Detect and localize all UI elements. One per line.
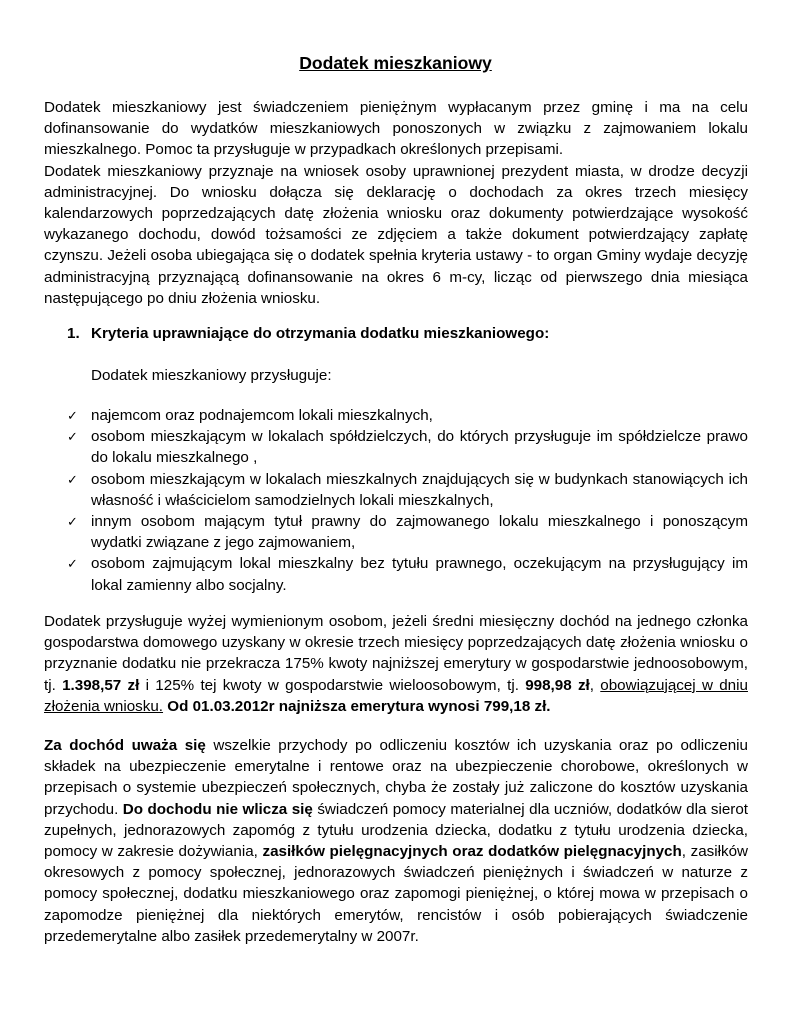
list-item-text: osobom mieszkającym w lokalach mieszkalnych znajdujących się w budynkach stanowiących ich własność i właścicielom samodzielnych lokali mieszkalnych,	[91, 470, 748, 509]
income-definition-paragraph	[44, 735, 748, 947]
list-item-text: osobom mieszkającym w lokalach spółdzielczych, do których przysługuje im spółdzielcze prawo do lokalu mieszkalnego ,	[91, 428, 748, 467]
income-exclusion-lead: Do dochodu nie wlicza się	[122, 800, 313, 818]
income-definition-text: , zasiłków okresowych z pomocy społecznej, jednorazowych świadczeń pieniężnych i świadczeń w naturze z pomocy społecznej, dodatku mieszkaniowego oraz zapomogi pieniężnej, o której mowa w przepisach o zapomodze pieniężnej dla niektórych emerytów, rencistów i osób pobierających świadczenie przedemerytalne albo zasiłek przedemerytalny w 2007r.	[44, 843, 748, 945]
checkmark-icon: ✓	[67, 514, 78, 530]
income-text: Dodatek przysługuje wyżej wymienionym osobom, jeżeli średni miesięczny dochód na jednego członka gospodarstwa domowego uzyskany w okresie trzech miesięcy poprzedzających datę złożenia wniosku o przyznanie dodatku nie przekracza 175% kwoty najniższej emerytury w gospodarstwie jednoosobowym, tj.	[44, 613, 748, 694]
income-text: ,	[589, 676, 601, 694]
checkmark-icon: ✓	[67, 429, 78, 445]
list-item-text: osobom zajmującym lokal mieszkalny bez tytułu prawnego, oczekującym na przysługujący im lokal zamienny albo socjalny.	[91, 555, 748, 594]
list-item-text: innym osobom mającym tytuł prawny do zajmowanego lokalu mieszkalnego i ponoszącym wydatki związane z jego zajmowaniem,	[91, 513, 748, 552]
eligibility-list	[67, 405, 748, 596]
validity-note: obowiązującej w dniu złożenia wniosku.	[44, 676, 748, 715]
checkmark-icon: ✓	[67, 471, 78, 487]
list-item	[67, 469, 748, 511]
intro-section	[44, 97, 748, 309]
amount-single: 1.398,57 zł	[62, 676, 140, 694]
income-definition-text: świadczeń pomocy materialnej dla uczniów, dodatków dla sierot zupełnych, jednorazowych zapomóg z tytułu urodzenia dziecka, dodatku z tytułu urodzenia dziecka, pomocy w zakresie dożywiania,	[44, 800, 749, 861]
list-item	[67, 405, 748, 426]
intro-paragraph-2: Dodatek mieszkaniowy przyznaje na wniosek osoby uprawnionej prezydent miasta, w drodze decyzji administracyjnej. Do wniosku dołącza się deklarację o dochodach za okres trzech miesięcy kalendarzowych poprzedzających datę złożenia wniosku oraz dokumenty potwierdzające wysokość wykazanego dochodu, dowód tożsamości ze zdjęciem a także dokument potwierdzający zapłatę czynszu. Jeżeli osoba ubiegająca się o dodatek spełnia kryteria ustawy - to organ Gminy wydaje decyzję administracyjną przyznającą dofinansowanie na okres 6 m-cy, licząc od pierwszego dnia miesiąca następującego po dniu złożenia wniosku.	[44, 162, 748, 307]
income-text: i 125% tej kwoty w gospodarstwie wieloosobowym, tj.	[139, 676, 526, 694]
care-allowances-note: zasiłków pielęgnacyjnych oraz dodatków pielęgnacyjnych	[262, 843, 682, 861]
checkmark-icon: ✓	[67, 408, 78, 423]
income-threshold-paragraph	[44, 611, 748, 717]
section-heading	[67, 323, 549, 344]
amount-multi: 998,98 zł	[525, 676, 590, 694]
checkmark-icon: ✓	[67, 556, 78, 572]
list-item-text: najemcom oraz podnajemcom lokali mieszkalnych,	[91, 407, 433, 424]
section-heading-text: Kryteria uprawniające do otrzymania dodatku mieszkaniowego:	[91, 325, 550, 342]
page-title: Dodatek mieszkaniowy	[299, 53, 492, 73]
income-definition-text: wszelkie przychody po odliczeniu kosztów ich uzyskania oraz po odliczeniu składek na ubezpieczenie emerytalne i rentowe oraz na ubezpieczenie chorobowe, określonych w przepisach o systemie ubezpieczeń społecznych, chyba że zostały już zaliczone do kosztów uzyskania przychodu.	[44, 737, 748, 818]
list-item	[67, 426, 748, 468]
list-item	[67, 553, 748, 595]
income-definition-lead: Za dochód uważa się	[44, 737, 206, 754]
intro-paragraph-1: Dodatek mieszkaniowy jest świadczeniem pieniężnym wypłacanym przez gminę i ma na celu dofinansowanie do wydatków mieszkaniowych ponoszonych w związku z zajmowaniem lokalu mieszkalnego. Pomoc ta przysługuje w przypadkach określonych przepisami.	[44, 99, 748, 159]
list-item	[67, 511, 748, 553]
minimum-pension-note: Od 01.03.2012r najniższa emerytura wynosi 799,18 zł.	[167, 697, 551, 715]
section-lead: Dodatek mieszkaniowy przysługuje:	[91, 367, 332, 384]
section-number: 1.	[67, 325, 80, 342]
